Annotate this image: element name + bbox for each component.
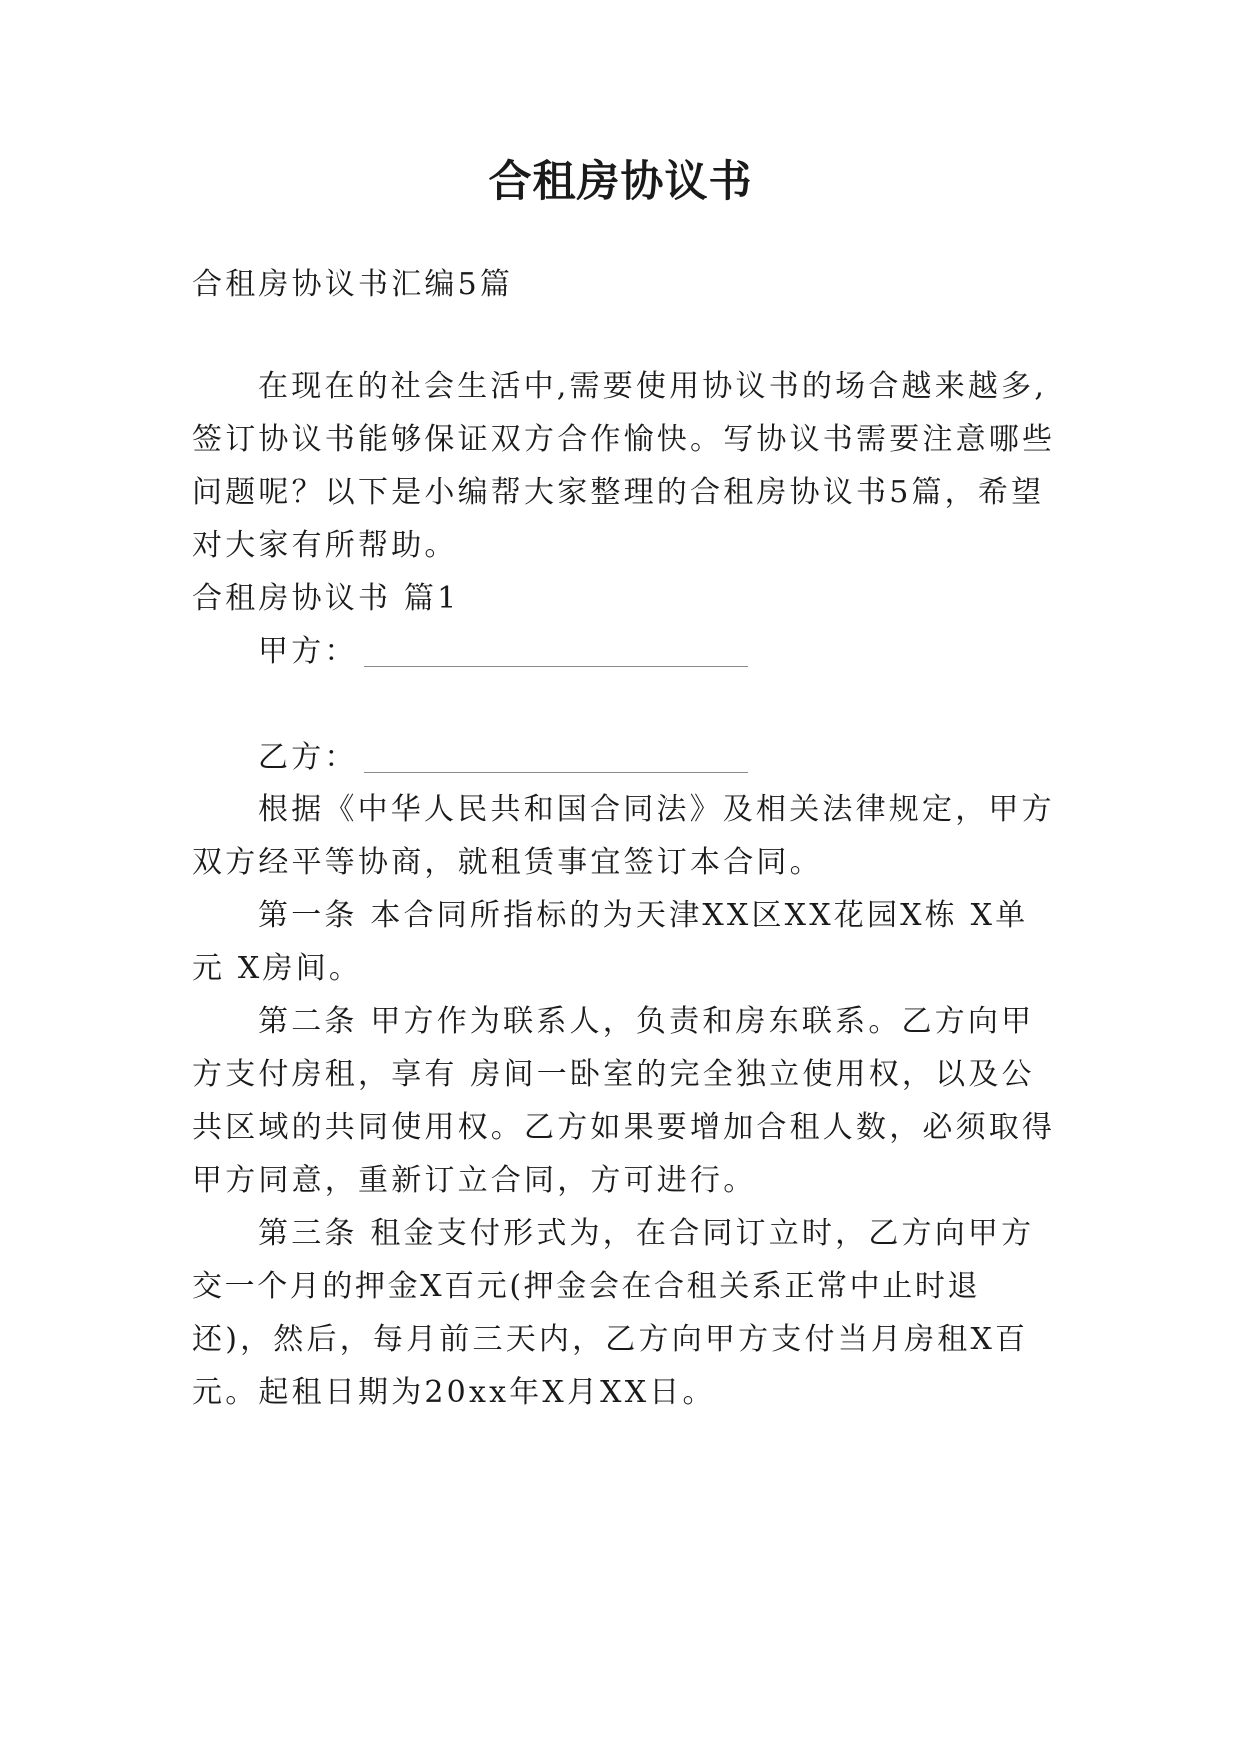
party-a-field	[258, 632, 1118, 672]
intro-line: 签订协议书能够保证双方合作愉快。写协议书需要注意哪些	[192, 422, 1056, 457]
article-2-line: 甲方同意，重新订立合同，方可进行。	[192, 1163, 757, 1198]
intro-line: 对大家有所帮助。	[192, 528, 458, 563]
party-b-label: 乙方：	[258, 740, 358, 775]
article-2-line: 共区域的共同使用权。乙方如果要增加合租人数，必须取得	[192, 1110, 1056, 1145]
basis-line: 根据《中华人民共和国合同法》及相关法律规定，甲方	[258, 792, 1055, 827]
article-3-line: 交一个月的押金X百元(押金会在合租关系正常中止时退	[192, 1269, 981, 1304]
basis-line: 双方经平等协商，就租赁事宜签订本合同。	[192, 845, 823, 880]
article-2-line: 方支付房租，享有 房间一卧室的完全独立使用权，以及公	[192, 1057, 1035, 1092]
document-subtitle: 合租房协议书汇编5篇	[192, 267, 514, 302]
article-2-line: 第二条 甲方作为联系人，负责和房东联系。乙方向甲	[258, 1004, 1035, 1039]
party-b-field	[258, 738, 1118, 778]
article-1-line: 元 X房间。	[192, 951, 363, 986]
article-1-line: 第一条 本合同所指标的为天津XX区XX花园X栋 X单	[258, 898, 1029, 933]
article-3-line: 第三条 租金支付形式为，在合同订立时，乙方向甲方	[258, 1216, 1035, 1251]
section-heading: 合租房协议书 篇1	[192, 581, 460, 616]
party-a-label: 甲方：	[258, 634, 358, 669]
intro-line: 问题呢？以下是小编帮大家整理的合租房协议书5篇，希望	[192, 475, 1045, 510]
intro-line: 在现在的社会生活中,需要使用协议书的场合越来越多,	[258, 369, 1048, 404]
party-b-blank	[364, 742, 748, 773]
document-title: 合租房协议书	[488, 157, 753, 207]
article-3-line: 元。起租日期为20xx年X月XX日。	[192, 1375, 716, 1410]
article-3-line: 还)，然后，每月前三天内，乙方向甲方支付当月房租X百	[192, 1322, 1029, 1357]
party-a-blank	[364, 636, 748, 667]
